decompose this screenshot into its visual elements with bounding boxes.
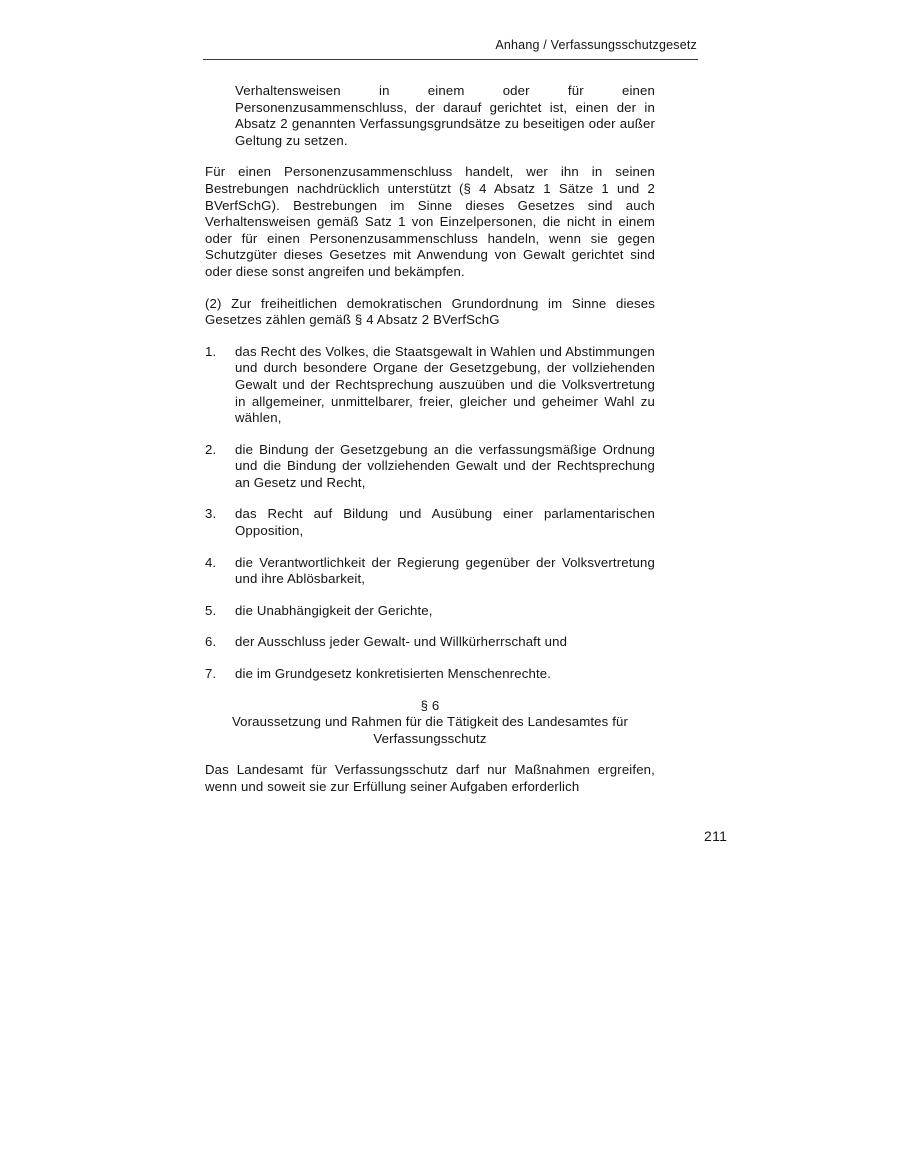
list-item-text: das Recht des Volkes, die Staatsgewalt in Wahlen und Abstimmungen und durch besondere Organe der Gesetzgebung, der vollziehenden Gewalt und der Rechtsprechung auszuüben und die Volksvertretung in allgemeiner, unmittelbarer, freier, gleicher und geheimer Wahl zu wählen,: [235, 343, 655, 426]
list-item-number: 1.: [205, 343, 217, 359]
page-header: [203, 38, 698, 60]
quote-paragraph: Verhaltensweisen in einem oder für einen Personenzusammenschluss, der darauf gerichtet ist, einen der in Absatz 2 genannten Verfassungsgrundsätze zu beseitigen oder außer Geltung zu setzen.: [235, 83, 655, 148]
list-item: [205, 666, 655, 683]
list-item-number: 5.: [205, 602, 217, 618]
running-head-title: Anhang / Verfassungsschutzgesetz: [495, 38, 697, 52]
list-item-text: die im Grundgesetz konkretisierten Menschenrechte.: [235, 666, 552, 682]
list-item-number: 7.: [205, 666, 217, 682]
list-item: [205, 506, 655, 539]
list-item-text: der Ausschluss jeder Gewalt- und Willkürherrschaft und: [235, 634, 568, 650]
page-number: 211: [704, 828, 728, 844]
list-item-number: 4.: [205, 554, 217, 570]
list-item-text: die Verantwortlichkeit der Regierung gegenüber der Volksvertretung und ihre Ablösbarkeit,: [235, 554, 655, 587]
list-item-number: 3.: [205, 506, 217, 522]
list-item-number: 2.: [205, 441, 217, 457]
body-paragraph-3: Das Landesamt für Verfassungsschutz darf nur Maßnahmen ergreifen, wenn und soweit sie zur Erfüllung seiner Aufgaben erforderlich: [205, 762, 655, 794]
page-body: [205, 83, 655, 811]
list-item: [205, 603, 655, 620]
list-item: [205, 634, 655, 651]
section-title: Voraussetzung und Rahmen für die Tätigkeit des Landesamtes für Verfassungsschutz: [231, 714, 629, 746]
list-item: [205, 555, 655, 588]
section-number: § 6: [420, 697, 440, 713]
body-paragraph-2: (2) Zur freiheitlichen demokratischen Grundordnung im Sinne dieses Gesetzes zählen gemäß § 4 Absatz 2 BVerfSchG: [205, 295, 655, 328]
list-item-number: 6.: [205, 634, 217, 650]
list-item-text: die Bindung der Gesetzgebung an die verfassungsmäßige Ordnung und die Bindung der vollziehenden Gewalt und der Rechtsprechung an Gesetz und Recht,: [235, 441, 655, 490]
body-paragraph-1: Für einen Personenzusammenschluss handelt, wer ihn in seinen Bestrebungen nachdrücklich unterstützt (§ 4 Absatz 1 Sätze 1 und 2 BVerfSchG). Bestrebungen im Sinne dieses Gesetzes sind auch Verhaltensweisen gemäß Satz 1 von Einzelpersonen, die nicht in einem oder für einen Personenzusammenschluss handeln, wenn sie gegen Schutzgüter dieses Gesetzes mit Anwendung von Gewalt gerichtet sind oder diese sonst angreifen und bekämpfen.: [205, 164, 655, 279]
list-item-text: die Unabhängigkeit der Gerichte,: [235, 602, 433, 618]
list-item: [205, 442, 655, 492]
list-item: [205, 344, 655, 427]
header-rule: [203, 59, 698, 60]
list-item-text: das Recht auf Bildung und Ausübung einer parlamentarischen Opposition,: [235, 506, 655, 539]
